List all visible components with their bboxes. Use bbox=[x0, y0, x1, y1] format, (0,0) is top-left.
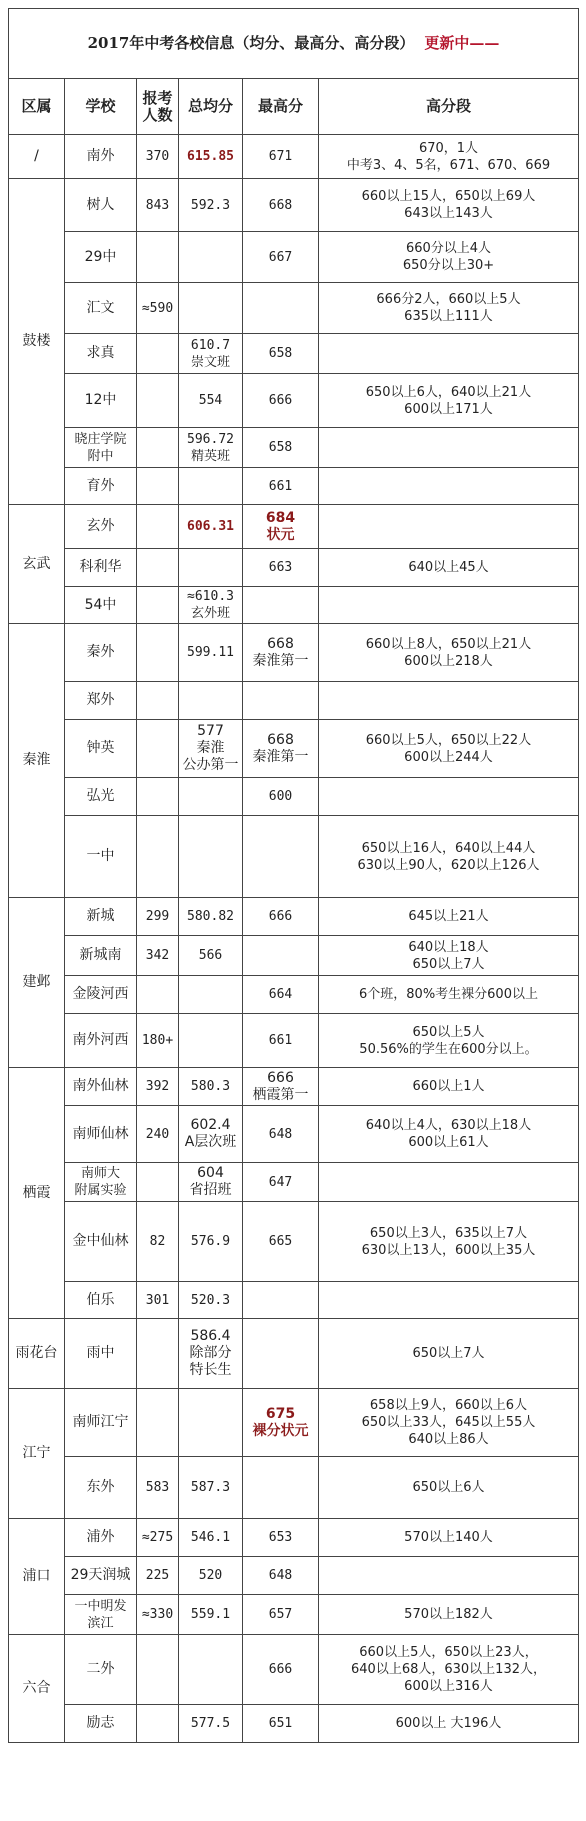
table-row bbox=[9, 1282, 579, 1319]
avg-cell: 615.85 bbox=[179, 135, 243, 179]
high-cell: 650以上5人 50.56%的学生在600分以上。 bbox=[319, 1014, 579, 1068]
district-cell: 浦口 bbox=[9, 1519, 65, 1635]
applicants-cell: 370 bbox=[137, 135, 179, 179]
high-cell bbox=[319, 778, 579, 816]
avg-cell: 604 省招班 bbox=[179, 1163, 243, 1202]
applicants-cell: 225 bbox=[137, 1557, 179, 1595]
title-text: 2017年中考各校信息（均分、最高分、高分段） bbox=[87, 34, 415, 52]
high-cell: 660分以上4人 650分以上30+ bbox=[319, 232, 579, 283]
avg-cell: 546.1 bbox=[179, 1519, 243, 1557]
avg-cell: 586.4 除部分 特长生 bbox=[179, 1319, 243, 1389]
avg-cell: 577 秦淮 公办第一 bbox=[179, 720, 243, 778]
school-cell: 励志 bbox=[65, 1705, 137, 1743]
avg-cell: 559.1 bbox=[179, 1595, 243, 1635]
high-cell: 650以上6人 bbox=[319, 1457, 579, 1519]
avg-cell: 610.7 崇文班 bbox=[179, 334, 243, 374]
table-row bbox=[9, 505, 579, 549]
header-district: 区属 bbox=[9, 79, 65, 135]
applicants-cell: ≈590 bbox=[137, 283, 179, 334]
table-row bbox=[9, 1389, 579, 1457]
max-cell: 658 bbox=[243, 428, 319, 468]
high-cell: 658以上9人，660以上6人 650以上33人，645以上55人 640以上86人 bbox=[319, 1389, 579, 1457]
high-cell bbox=[319, 334, 579, 374]
school-cell: 新城南 bbox=[65, 936, 137, 976]
district-cell: 栖霞 bbox=[9, 1068, 65, 1319]
table-row bbox=[9, 428, 579, 468]
school-cell: 钟英 bbox=[65, 720, 137, 778]
table-row bbox=[9, 135, 579, 179]
school-cell: 弘光 bbox=[65, 778, 137, 816]
applicants-cell bbox=[137, 334, 179, 374]
table-row bbox=[9, 283, 579, 334]
avg-cell bbox=[179, 468, 243, 505]
max-cell: 671 bbox=[243, 135, 319, 179]
avg-cell bbox=[179, 816, 243, 898]
high-cell: 660以上5人，650以上22人 600以上244人 bbox=[319, 720, 579, 778]
school-cell: 伯乐 bbox=[65, 1282, 137, 1319]
avg-cell: 606.31 bbox=[179, 505, 243, 549]
table-row bbox=[9, 179, 579, 232]
district-cell: 六合 bbox=[9, 1635, 65, 1743]
table-row bbox=[9, 374, 579, 428]
applicants-cell bbox=[137, 976, 179, 1014]
max-cell: 668 bbox=[243, 179, 319, 232]
high-cell bbox=[319, 1163, 579, 1202]
table-row bbox=[9, 587, 579, 624]
avg-cell: 587.3 bbox=[179, 1457, 243, 1519]
high-cell: 640以上4人，630以上18人 600以上61人 bbox=[319, 1106, 579, 1163]
school-cell: 求真 bbox=[65, 334, 137, 374]
avg-cell: 566 bbox=[179, 936, 243, 976]
high-cell bbox=[319, 468, 579, 505]
applicants-cell bbox=[137, 232, 179, 283]
max-cell: 666 bbox=[243, 374, 319, 428]
school-cell: 南外仙林 bbox=[65, 1068, 137, 1106]
avg-cell bbox=[179, 549, 243, 587]
applicants-cell: ≈330 bbox=[137, 1595, 179, 1635]
header-row bbox=[9, 79, 579, 135]
max-cell: 667 bbox=[243, 232, 319, 283]
table-row bbox=[9, 936, 579, 976]
applicants-cell bbox=[137, 1163, 179, 1202]
header-high: 高分段 bbox=[319, 79, 579, 135]
max-cell: 665 bbox=[243, 1202, 319, 1282]
max-cell bbox=[243, 1319, 319, 1389]
header-max: 最高分 bbox=[243, 79, 319, 135]
avg-cell: 602.4 A层次班 bbox=[179, 1106, 243, 1163]
high-cell bbox=[319, 682, 579, 720]
max-cell: 661 bbox=[243, 1014, 319, 1068]
max-cell: 600 bbox=[243, 778, 319, 816]
title-row bbox=[9, 9, 579, 79]
school-cell: 南师大 附属实验 bbox=[65, 1163, 137, 1202]
table-row bbox=[9, 1519, 579, 1557]
max-cell: 648 bbox=[243, 1106, 319, 1163]
max-cell: 666 栖霞第一 bbox=[243, 1068, 319, 1106]
school-cell: 郑外 bbox=[65, 682, 137, 720]
table-row bbox=[9, 1068, 579, 1106]
avg-cell: 520.3 bbox=[179, 1282, 243, 1319]
district-cell: 秦淮 bbox=[9, 624, 65, 898]
school-cell: 南师仙林 bbox=[65, 1106, 137, 1163]
high-cell bbox=[319, 1557, 579, 1595]
district-cell: 鼓楼 bbox=[9, 179, 65, 505]
max-cell: 664 bbox=[243, 976, 319, 1014]
avg-cell: 576.9 bbox=[179, 1202, 243, 1282]
high-cell bbox=[319, 1282, 579, 1319]
table-row bbox=[9, 1635, 579, 1705]
applicants-cell bbox=[137, 682, 179, 720]
applicants-cell bbox=[137, 778, 179, 816]
school-score-table bbox=[8, 8, 579, 1743]
applicants-cell bbox=[137, 1705, 179, 1743]
district-cell: 雨花台 bbox=[9, 1319, 65, 1389]
max-cell: 684 状元 bbox=[243, 505, 319, 549]
applicants-cell bbox=[137, 1319, 179, 1389]
applicants-cell bbox=[137, 1635, 179, 1705]
header-avg: 总均分 bbox=[179, 79, 243, 135]
avg-cell: 592.3 bbox=[179, 179, 243, 232]
avg-cell bbox=[179, 232, 243, 283]
avg-cell: 580.3 bbox=[179, 1068, 243, 1106]
avg-cell bbox=[179, 682, 243, 720]
applicants-cell: 843 bbox=[137, 179, 179, 232]
max-cell bbox=[243, 682, 319, 720]
school-cell: 29天润城 bbox=[65, 1557, 137, 1595]
high-cell: 650以上3人，635以上7人 630以上13人，600以上35人 bbox=[319, 1202, 579, 1282]
high-cell: 660以上15人，650以上69人 643以上143人 bbox=[319, 179, 579, 232]
applicants-cell: 301 bbox=[137, 1282, 179, 1319]
district-cell: 玄武 bbox=[9, 505, 65, 624]
school-cell: 南外 bbox=[65, 135, 137, 179]
high-cell: 640以上45人 bbox=[319, 549, 579, 587]
applicants-cell: 392 bbox=[137, 1068, 179, 1106]
max-cell: 657 bbox=[243, 1595, 319, 1635]
school-cell: 玄外 bbox=[65, 505, 137, 549]
high-cell: 660以上1人 bbox=[319, 1068, 579, 1106]
max-cell: 648 bbox=[243, 1557, 319, 1595]
high-cell: 640以上18人 650以上7人 bbox=[319, 936, 579, 976]
table-row bbox=[9, 1457, 579, 1519]
high-cell bbox=[319, 428, 579, 468]
district-cell: 建邺 bbox=[9, 898, 65, 1068]
max-cell: 651 bbox=[243, 1705, 319, 1743]
table-row bbox=[9, 1163, 579, 1202]
school-cell: 科利华 bbox=[65, 549, 137, 587]
table-row bbox=[9, 1557, 579, 1595]
header-school: 学校 bbox=[65, 79, 137, 135]
school-cell: 雨中 bbox=[65, 1319, 137, 1389]
high-cell: 670，1人 中考3、4、5名，671、670、669 bbox=[319, 135, 579, 179]
school-cell: 29中 bbox=[65, 232, 137, 283]
high-cell bbox=[319, 505, 579, 549]
table-row bbox=[9, 720, 579, 778]
school-cell: 南师江宁 bbox=[65, 1389, 137, 1457]
avg-cell bbox=[179, 283, 243, 334]
applicants-cell: 299 bbox=[137, 898, 179, 936]
max-cell: 675 裸分状元 bbox=[243, 1389, 319, 1457]
table-row bbox=[9, 232, 579, 283]
avg-cell bbox=[179, 1014, 243, 1068]
high-cell: 600以上 大196人 bbox=[319, 1705, 579, 1743]
applicants-cell bbox=[137, 374, 179, 428]
high-cell: 570以上182人 bbox=[319, 1595, 579, 1635]
school-cell: 育外 bbox=[65, 468, 137, 505]
high-cell: 6个班，80%考生裸分600以上 bbox=[319, 976, 579, 1014]
district-cell: / bbox=[9, 135, 65, 179]
school-cell: 秦外 bbox=[65, 624, 137, 682]
max-cell bbox=[243, 1282, 319, 1319]
table-row bbox=[9, 1595, 579, 1635]
table-row bbox=[9, 334, 579, 374]
max-cell: 668 秦淮第一 bbox=[243, 720, 319, 778]
table-row bbox=[9, 1319, 579, 1389]
max-cell: 663 bbox=[243, 549, 319, 587]
applicants-cell bbox=[137, 816, 179, 898]
max-cell bbox=[243, 936, 319, 976]
school-cell: 新城 bbox=[65, 898, 137, 936]
applicants-cell bbox=[137, 428, 179, 468]
avg-cell bbox=[179, 1389, 243, 1457]
table-title bbox=[9, 9, 579, 79]
school-cell: 54中 bbox=[65, 587, 137, 624]
high-cell: 650以上16人，640以上44人 630以上90人，620以上126人 bbox=[319, 816, 579, 898]
school-cell: 二外 bbox=[65, 1635, 137, 1705]
max-cell bbox=[243, 283, 319, 334]
high-cell: 650以上7人 bbox=[319, 1319, 579, 1389]
table-row bbox=[9, 778, 579, 816]
applicants-cell: 82 bbox=[137, 1202, 179, 1282]
table-row bbox=[9, 1705, 579, 1743]
school-cell: 东外 bbox=[65, 1457, 137, 1519]
avg-cell: 554 bbox=[179, 374, 243, 428]
table-row bbox=[9, 549, 579, 587]
table-row bbox=[9, 1202, 579, 1282]
table-row bbox=[9, 624, 579, 682]
applicants-cell bbox=[137, 505, 179, 549]
avg-cell: 596.72 精英班 bbox=[179, 428, 243, 468]
high-cell: 660以上5人，650以上23人， 640以上68人，630以上132人， 600以上316人 bbox=[319, 1635, 579, 1705]
table-row bbox=[9, 682, 579, 720]
school-cell: 南外河西 bbox=[65, 1014, 137, 1068]
high-cell: 660以上8人，650以上21人 600以上218人 bbox=[319, 624, 579, 682]
avg-cell bbox=[179, 976, 243, 1014]
avg-cell: 520 bbox=[179, 1557, 243, 1595]
avg-cell: ≈610.3 玄外班 bbox=[179, 587, 243, 624]
table-row bbox=[9, 1106, 579, 1163]
max-cell: 668 秦淮第一 bbox=[243, 624, 319, 682]
school-cell: 一中 bbox=[65, 816, 137, 898]
max-cell bbox=[243, 816, 319, 898]
school-cell: 浦外 bbox=[65, 1519, 137, 1557]
table-row bbox=[9, 898, 579, 936]
school-cell: 12中 bbox=[65, 374, 137, 428]
table-row bbox=[9, 976, 579, 1014]
table-row bbox=[9, 468, 579, 505]
avg-cell: 577.5 bbox=[179, 1705, 243, 1743]
max-cell: 666 bbox=[243, 1635, 319, 1705]
update-note: 更新中—— bbox=[424, 34, 500, 52]
avg-cell: 580.82 bbox=[179, 898, 243, 936]
school-cell: 晓庄学院 附中 bbox=[65, 428, 137, 468]
applicants-cell: 180+ bbox=[137, 1014, 179, 1068]
high-cell: 666分2人，660以上5人 635以上111人 bbox=[319, 283, 579, 334]
applicants-cell bbox=[137, 587, 179, 624]
applicants-cell bbox=[137, 1389, 179, 1457]
table-row bbox=[9, 1014, 579, 1068]
school-cell: 一中明发 滨江 bbox=[65, 1595, 137, 1635]
applicants-cell bbox=[137, 468, 179, 505]
school-cell: 树人 bbox=[65, 179, 137, 232]
avg-cell bbox=[179, 778, 243, 816]
max-cell: 658 bbox=[243, 334, 319, 374]
avg-cell bbox=[179, 1635, 243, 1705]
applicants-cell: 240 bbox=[137, 1106, 179, 1163]
table-row bbox=[9, 816, 579, 898]
max-cell: 666 bbox=[243, 898, 319, 936]
school-cell: 金中仙林 bbox=[65, 1202, 137, 1282]
max-cell bbox=[243, 1457, 319, 1519]
max-cell: 653 bbox=[243, 1519, 319, 1557]
district-cell: 江宁 bbox=[9, 1389, 65, 1519]
applicants-cell bbox=[137, 720, 179, 778]
school-cell: 金陵河西 bbox=[65, 976, 137, 1014]
applicants-cell: ≈275 bbox=[137, 1519, 179, 1557]
high-cell: 650以上6人，640以上21人 600以上171人 bbox=[319, 374, 579, 428]
applicants-cell: 583 bbox=[137, 1457, 179, 1519]
avg-cell: 599.11 bbox=[179, 624, 243, 682]
max-cell bbox=[243, 587, 319, 624]
applicants-cell bbox=[137, 549, 179, 587]
high-cell: 570以上140人 bbox=[319, 1519, 579, 1557]
applicants-cell: 342 bbox=[137, 936, 179, 976]
high-cell: 645以上21人 bbox=[319, 898, 579, 936]
high-cell bbox=[319, 587, 579, 624]
max-cell: 661 bbox=[243, 468, 319, 505]
school-cell: 汇文 bbox=[65, 283, 137, 334]
applicants-cell bbox=[137, 624, 179, 682]
max-cell: 647 bbox=[243, 1163, 319, 1202]
header-applicants: 报考 人数 bbox=[137, 79, 179, 135]
